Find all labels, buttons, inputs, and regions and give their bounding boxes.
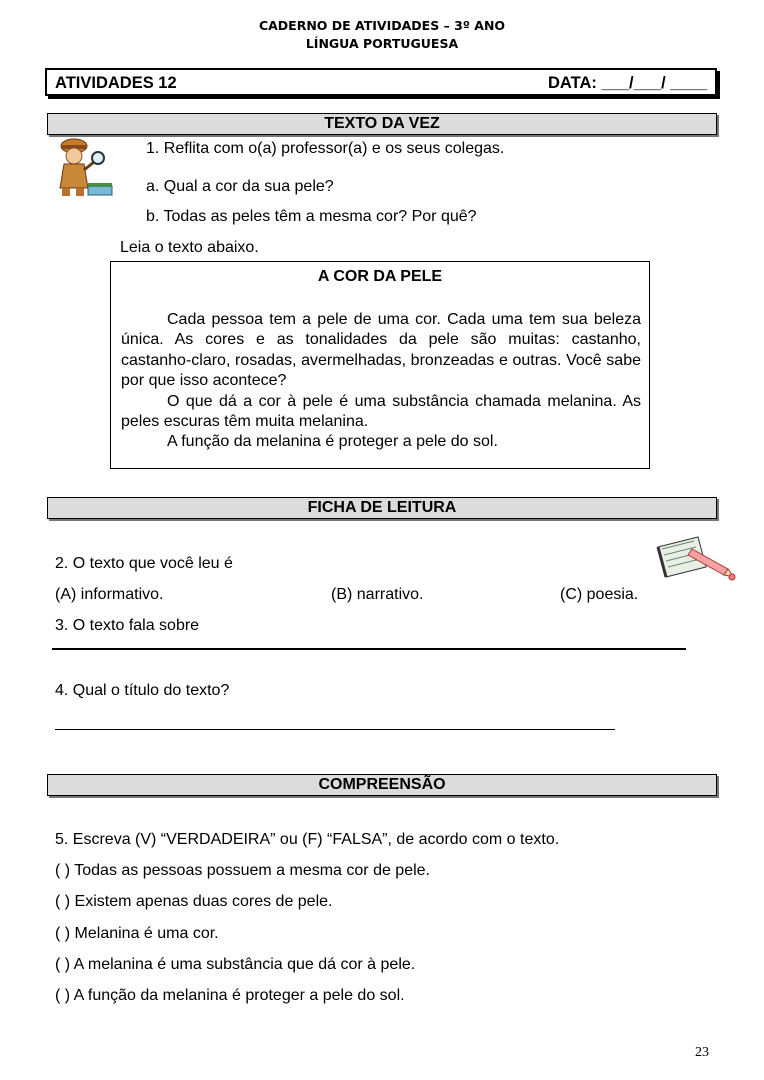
option-a: (A) informativo. — [55, 586, 164, 603]
activity-number: ATIVIDADES 12 — [55, 74, 177, 92]
reading-text-title: A COR DA PELE — [317, 268, 443, 285]
reading-text-body — [121, 310, 641, 453]
true-false-item: ( ) Todas as pessoas possuem a mesma cor de pele. — [55, 862, 430, 879]
answer-line-3 — [52, 648, 686, 650]
header-line-2: LÍNGUA PORTUGUESA — [305, 36, 459, 51]
true-false-item: ( ) A melanina é uma substância que dá cor à pele. — [55, 956, 416, 973]
paragraph-3: A função da melanina é proteger a pele do sol. — [167, 433, 498, 451]
reading-text-box — [110, 261, 650, 469]
question-2: 2. O texto que você leu é — [55, 555, 233, 572]
read-instruction: Leia o texto abaixo. — [120, 239, 259, 256]
date-field: DATA: ___/___/ ____ — [548, 74, 707, 92]
question-1a: a. Qual a cor da sua pele? — [146, 178, 334, 195]
question-5: 5. Escreva (V) “VERDADEIRA” ou (F) “FALSA”, de acordo com o texto. — [55, 831, 560, 848]
section-ficha-de-leitura: FICHA DE LEITURA — [47, 497, 717, 519]
answer-line-4 — [55, 729, 615, 730]
option-c: (C) poesia. — [560, 586, 639, 603]
question-3: 3. O texto fala sobre — [55, 617, 200, 634]
true-false-item: ( ) A função da melanina é proteger a pele do sol. — [55, 987, 405, 1004]
question-1: 1. Reflita com o(a) professor(a) e os seus colegas. — [146, 140, 505, 157]
header-line-1: CADERNO DE ATIVIDADES – 3º ANO — [258, 18, 506, 33]
question-1b: b. Todas as peles têm a mesma cor? Por quê? — [146, 208, 477, 225]
notebook-pencil-icon — [654, 533, 738, 581]
section-compreensao: COMPREENSÃO — [47, 774, 717, 796]
true-false-item: ( ) Existem apenas duas cores de pele. — [55, 893, 333, 910]
page-number: 23 — [695, 1045, 709, 1060]
detective-icon — [52, 136, 118, 200]
true-false-item: ( ) Melanina é uma cor. — [55, 925, 219, 942]
paragraph-2: O que dá a cor à pele é uma substância chamada melanina. As peles escuras têm muita melanina. — [121, 392, 641, 431]
section-texto-da-vez: TEXTO DA VEZ — [47, 113, 717, 135]
paragraph-1: Cada pessoa tem a pele de uma cor. Cada uma tem sua beleza única. As cores e as tonalidades da pele são muitas: castanho, castanho-claro, rosadas, avermelhadas, bronzeadas e outras. Você sabe por que isso acontece? — [121, 311, 641, 390]
question-4: 4. Qual o título do texto? — [55, 682, 230, 699]
option-b: (B) narrativo. — [331, 586, 424, 603]
activity-title-bar — [45, 68, 717, 96]
